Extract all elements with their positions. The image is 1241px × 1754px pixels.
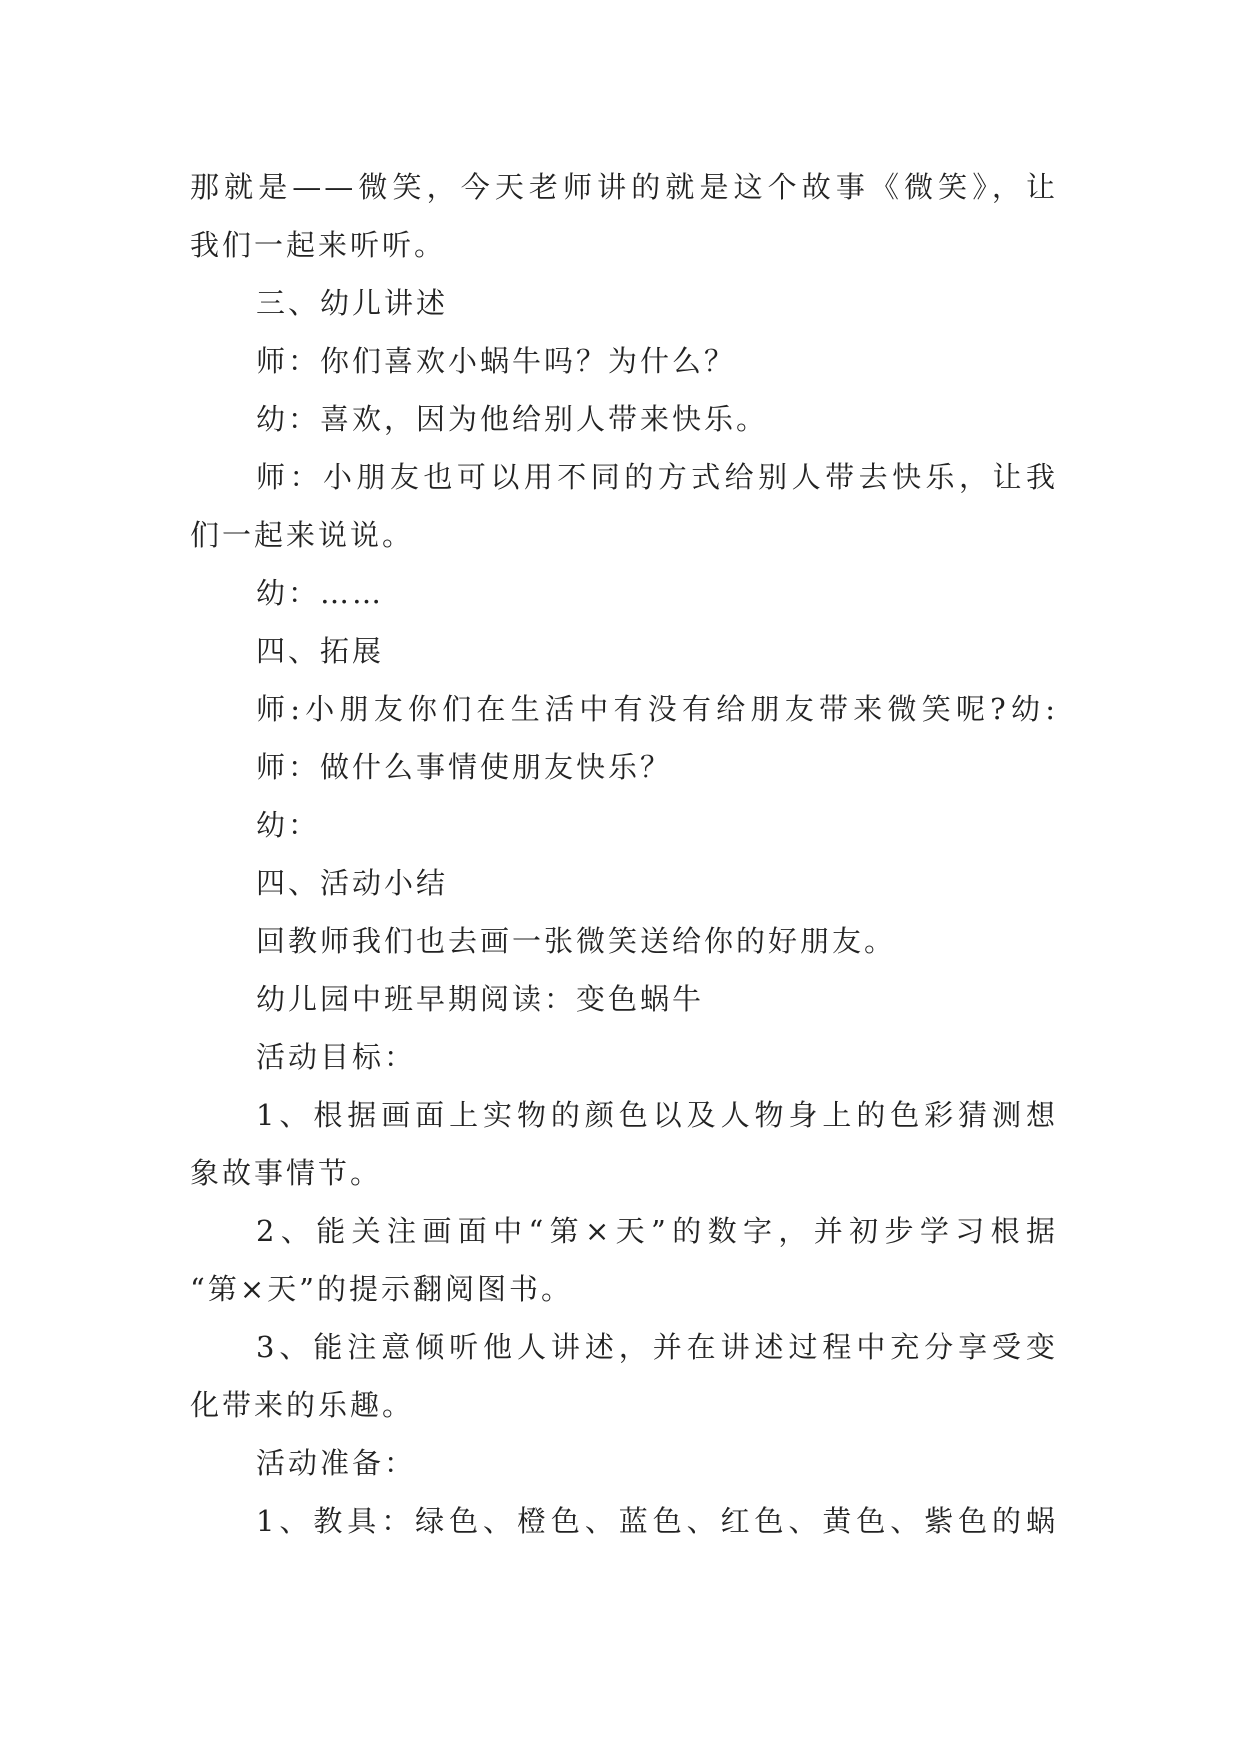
section-heading: 三、幼儿讲述 [256,286,449,320]
section-heading: 活动目标： [256,1040,417,1074]
document-body [190,158,1058,1550]
text-line: 幼：喜欢，因为他给别人带来快乐。 [256,402,769,436]
text-line: 师：做什么事情使朋友快乐？ [256,750,673,784]
section-heading: 活动准备： [256,1446,417,1480]
text-line: 幼：…… [256,576,385,610]
text-line: 我们一起来听听。 [190,228,447,262]
text-line: 师:小朋友你们在生活中有没有给朋友带来微笑呢?幼: [256,692,1058,726]
text-line: 化带来的乐趣。 [190,1388,415,1422]
text-line: 们一起来说说。 [190,518,415,552]
text-line: 2、能关注画面中“第×天”的数字，并初步学习根据 [256,1214,1058,1248]
text-line: 1、根据画面上实物的颜色以及人物身上的色彩猜测想 [256,1098,1058,1132]
text-line: 师：你们喜欢小蜗牛吗？为什么？ [256,344,737,378]
text-line: 回教师我们也去画一张微笑送给你的好朋友。 [256,924,897,958]
text-line: 3、能注意倾听他人讲述，并在讲述过程中充分享受变 [256,1330,1058,1364]
text-line: “第×天”的提示翻阅图书。 [190,1272,573,1306]
section-heading: 四、活动小结 [256,866,449,900]
document-title: 幼儿园中班早期阅读：变色蜗牛 [256,982,705,1016]
text-line: 1、教具：绿色、橙色、蓝色、红色、黄色、紫色的蜗 [256,1504,1058,1538]
text-line: 象故事情节。 [190,1156,383,1190]
text-line: 师：小朋友也可以用不同的方式给别人带去快乐，让我 [256,460,1058,494]
text-line: 幼： [256,808,321,842]
text-line: 那就是——微笑，今天老师讲的就是这个故事《微笑》，让 [190,170,1058,204]
section-heading: 四、拓展 [256,634,385,668]
